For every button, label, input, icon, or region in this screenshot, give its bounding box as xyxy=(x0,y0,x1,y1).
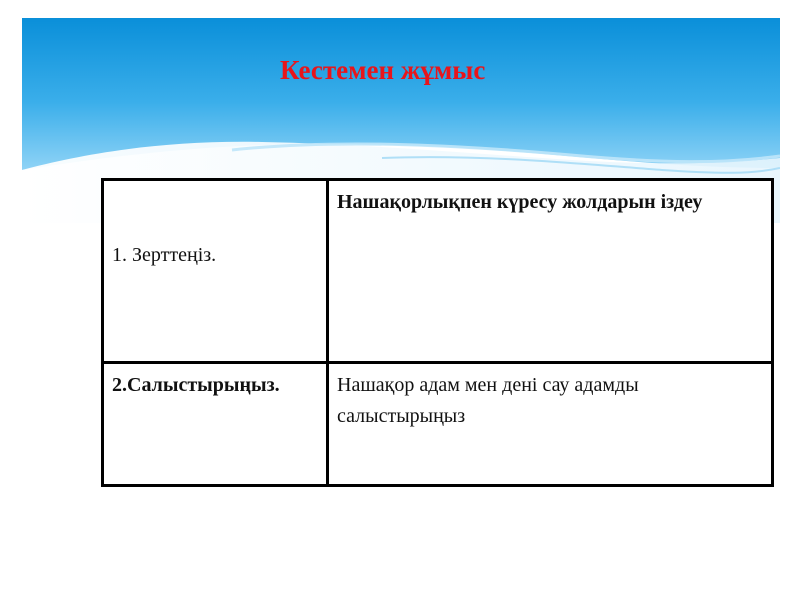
task-label-cell: 2.Салыстырыңыз. xyxy=(103,363,328,486)
task-table xyxy=(101,178,774,487)
table-row xyxy=(103,180,773,363)
task-content-cell: Нашақор адам мен дені сау адамды салыстырыңыз xyxy=(328,363,773,486)
task-content-cell: Нашақорлықпен күресу жолдарын іздеу xyxy=(328,180,773,363)
task-label-cell: 1. Зерттеңіз. xyxy=(103,180,328,363)
slide-title: Кестемен жұмыс xyxy=(280,55,486,85)
table-row xyxy=(103,363,773,486)
